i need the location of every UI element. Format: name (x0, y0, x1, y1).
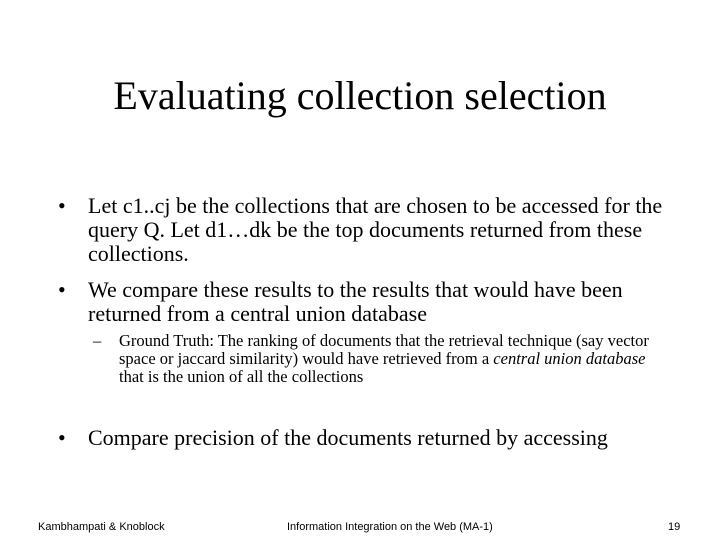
bullet-text: We compare these results to the results that would have been returned from a central union database (88, 277, 623, 326)
bullet-item (58, 278, 678, 326)
footer-authors: Kambhampati & Knoblock (38, 521, 165, 533)
footer-course-title: Information Integration on the Web (MA-1) (287, 521, 493, 533)
slide-title: Evaluating collection selection (113, 73, 607, 118)
sub-bullet-item (93, 332, 668, 387)
bullet-text: Compare precision of the documents returned by accessing (88, 425, 608, 450)
sub-bullet-suffix: that is the union of all the collections (119, 367, 364, 387)
sub-bullet-prefix: Ground Truth: The ranking of documents that the retrieval technique (say vector space or jaccard similarity) would have retrieved from a (119, 331, 649, 369)
bullet-text: Let c1..cj be the collections that are chosen to be accessed for the query Q. Let d1…dk be the top documents returned from these collections. (88, 193, 663, 266)
bullet-icon: • (58, 425, 66, 450)
bullet-icon: • (58, 277, 66, 302)
bullet-item (58, 426, 678, 450)
sub-bullet-text (119, 332, 668, 387)
bullet-item (58, 194, 678, 266)
sub-bullet-emphasis: central union database (493, 349, 646, 369)
dash-icon: – (93, 331, 102, 350)
page-number: 19 (668, 521, 681, 533)
bullet-icon: • (58, 193, 66, 218)
